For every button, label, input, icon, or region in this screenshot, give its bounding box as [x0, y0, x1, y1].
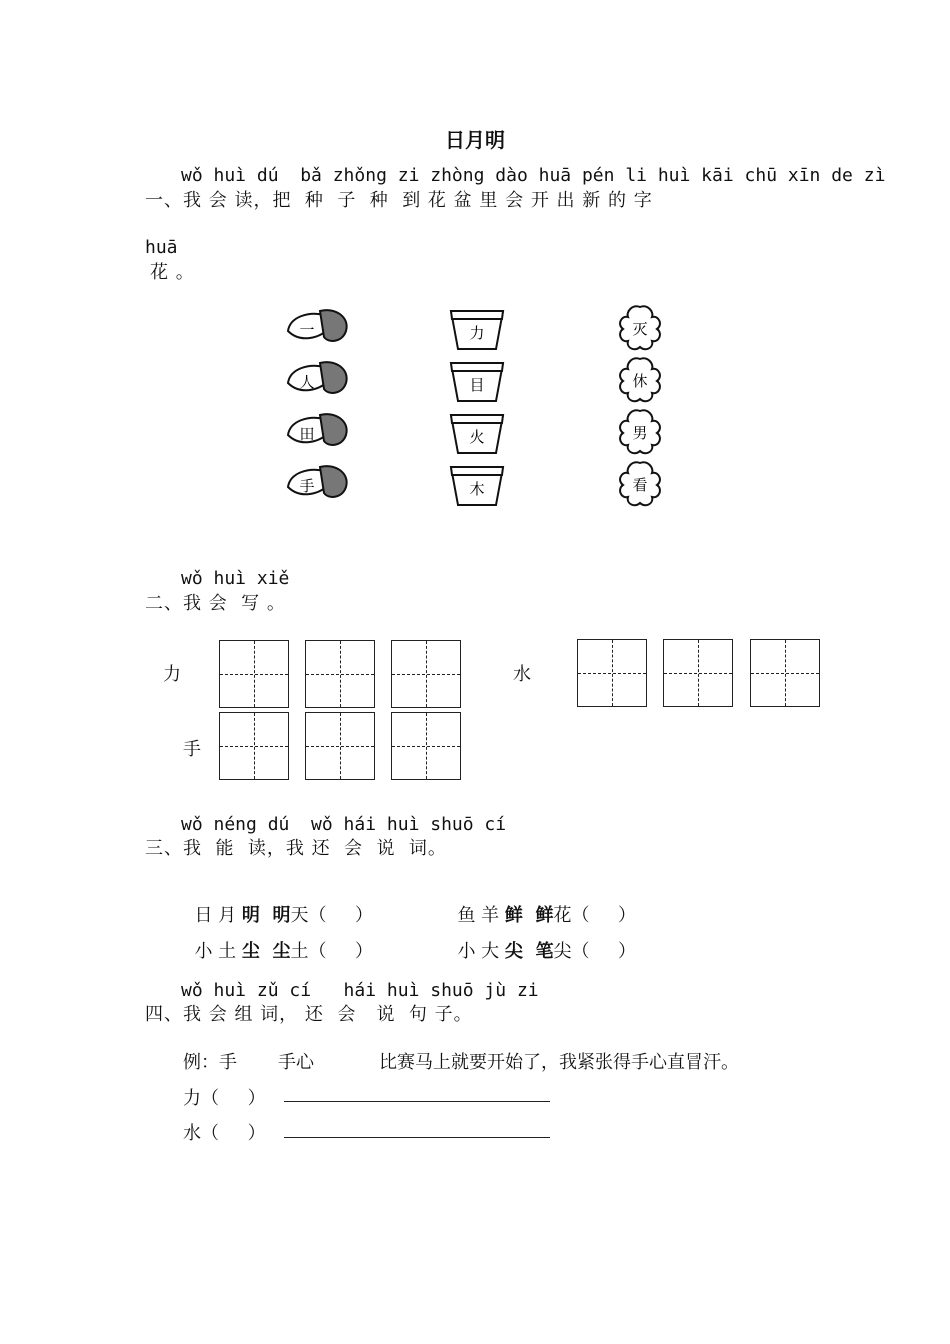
write-char-li: 力: [163, 664, 181, 685]
row-answer[interactable]: 花（ ）: [553, 905, 637, 926]
write-char-shou: 手: [183, 739, 201, 760]
section3-heading: 三、我 能 读，我 还 会 说 词。: [145, 838, 447, 859]
writing-grid-box[interactable]: [305, 712, 375, 780]
section3-pinyin: wǒ néng dú wǒ hái huì shuō cí: [181, 814, 507, 835]
flower-4[interactable]: [620, 462, 660, 505]
seed-2[interactable]: [288, 362, 347, 393]
example-word: 手心: [278, 1052, 314, 1073]
flower-char-3: 男: [632, 424, 648, 442]
row-prefix: 小 土: [194, 941, 242, 962]
section1-heading: 一、我 会 读，把 种 子 种 到 花 盆 里 会 开 出 新 的 字: [145, 190, 653, 211]
seed-4[interactable]: [288, 466, 347, 497]
flower-char-2: 休: [632, 372, 648, 390]
section4-heading: 四、我 会 组 词， 还 会 说 句 子。: [145, 1004, 473, 1025]
row-answer[interactable]: 土（ ）: [290, 941, 374, 962]
pot-1[interactable]: [451, 311, 503, 349]
flower-char-4: 看: [632, 476, 648, 494]
flower-char-1: 灭: [632, 320, 648, 338]
compose-item-li[interactable]: 力（ ）: [183, 1088, 266, 1109]
seed-char-2: 人: [299, 373, 315, 391]
compose-item-shui[interactable]: 水（ ）: [183, 1123, 266, 1144]
row-prefix: 日 月: [194, 905, 242, 926]
flower-1[interactable]: [620, 306, 660, 349]
word-row-3: [183, 916, 373, 963]
pot-4[interactable]: [451, 467, 503, 505]
page-title: 日月明: [445, 128, 505, 152]
write-char-shui: 水: [513, 664, 531, 685]
seed-char-3: 田: [299, 425, 315, 443]
section1-heading2: 花 。: [150, 262, 195, 283]
row-answer[interactable]: 尖（ ）: [553, 941, 637, 962]
seed-char-4: 手: [299, 477, 315, 495]
example-label: 例：手: [183, 1052, 237, 1073]
writing-grid-box[interactable]: [391, 640, 461, 708]
row-answer[interactable]: 天（ ）: [290, 905, 374, 926]
row-bold: 尘 尘: [241, 941, 291, 962]
writing-grid-box[interactable]: [577, 639, 647, 707]
flower-2[interactable]: [620, 358, 660, 401]
seed-3[interactable]: [288, 414, 347, 445]
word-row-4: [446, 916, 636, 963]
flower-3[interactable]: [620, 410, 660, 453]
writing-grid-box[interactable]: [219, 640, 289, 708]
section4-pinyin: wǒ huì zǔ cí hái huì shuō jù zi: [181, 980, 539, 1001]
row-prefix: 鱼 羊: [457, 905, 505, 926]
writing-grid-box[interactable]: [663, 639, 733, 707]
section2-heading: 二、我 会 写 。: [145, 593, 286, 614]
flowers-column: [613, 303, 671, 508]
section2-pinyin: wǒ huì xiě: [181, 568, 290, 589]
seed-1[interactable]: [288, 310, 347, 341]
seeds-column: [280, 305, 355, 505]
row-bold: 明 明: [241, 905, 291, 926]
pot-3[interactable]: [451, 415, 503, 453]
seed-char-1: 一: [299, 321, 315, 339]
pot-char-3: 火: [469, 428, 485, 446]
row-prefix: 小 大: [457, 941, 505, 962]
writing-grid-box[interactable]: [750, 639, 820, 707]
row-bold: 鲜 鲜: [504, 905, 554, 926]
writing-grid-box[interactable]: [219, 712, 289, 780]
writing-grid-box[interactable]: [305, 640, 375, 708]
writing-grid-box[interactable]: [391, 712, 461, 780]
pot-2[interactable]: [451, 363, 503, 401]
section1-pinyin2: huā: [145, 237, 178, 258]
pot-char-4: 木: [469, 480, 485, 498]
answer-line[interactable]: [284, 1101, 550, 1102]
pot-char-2: 目: [469, 376, 485, 394]
answer-line[interactable]: [284, 1137, 550, 1138]
pots-column: [448, 305, 508, 510]
section1-pinyin: wǒ huì dú bǎ zhǒng zi zhòng dào huā pén li huì kāi chū xīn de zì: [181, 165, 886, 186]
pot-char-1: 力: [469, 324, 485, 342]
row-bold: 尖 笔: [504, 941, 554, 962]
example-sentence: 比赛马上就要开始了，我紧张得手心直冒汗。: [379, 1052, 739, 1073]
